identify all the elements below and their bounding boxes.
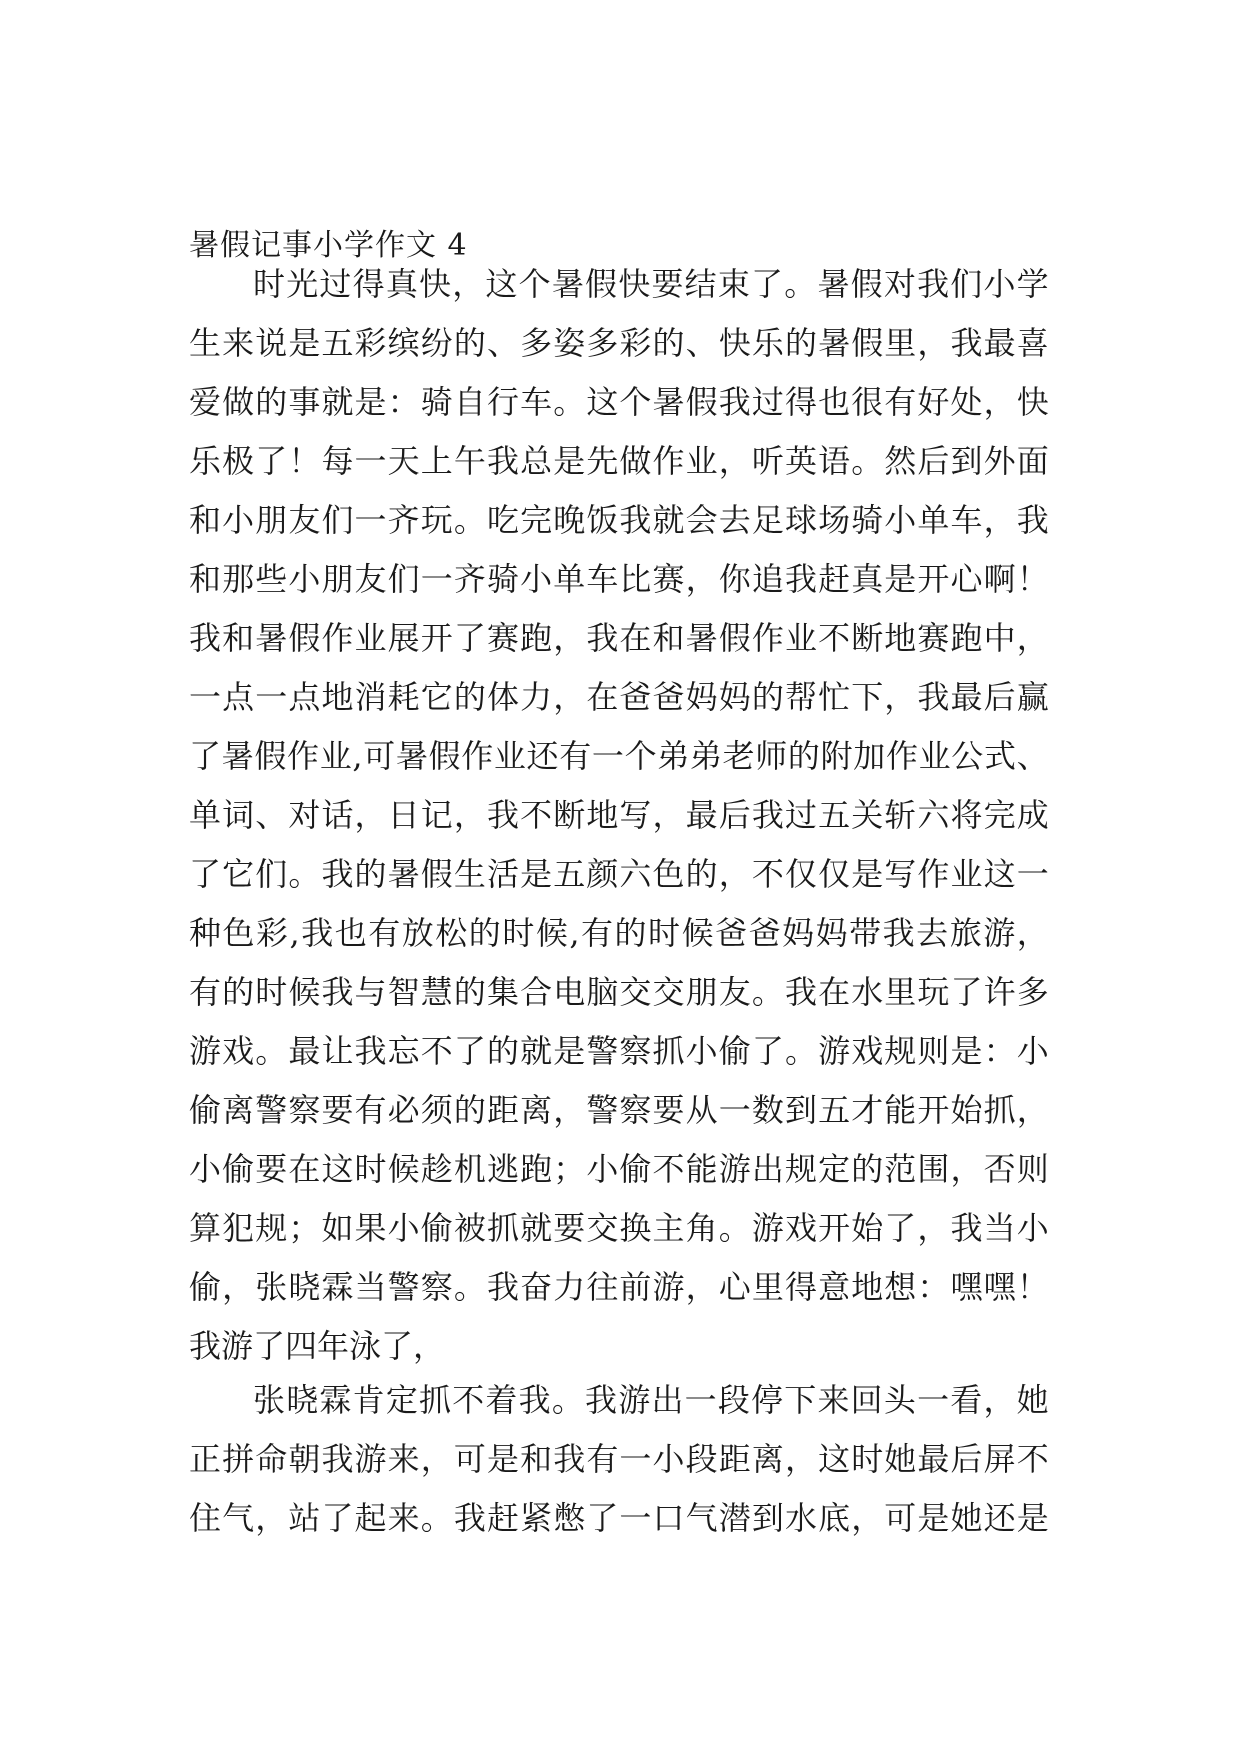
paragraph-line: 一 点 一 点 地 消 耗 它 的 体 力 ， 在 爸 爸 妈 妈 的 帮 忙 下 ， 我 最 后 赢 — [189, 678, 1049, 716]
paragraph-line: 正 拼 命 朝 我 游 来 ， 可 是 和 我 有 一 小 段 距 离 ， 这 时 她 最 后 屏 不 — [189, 1440, 1049, 1478]
paragraph-line: 了 它 们 。 我 的 暑 假 生 活 是 五 颜 六 色 的 ， 不 仅 仅 是 写 作 业 这 一 — [189, 855, 1049, 893]
paragraph-line: 和 小 朋 友 们 一 齐 玩 。 吃 完 晚 饭 我 就 会 去 足 球 场 骑 小 单 车 ， 我 — [189, 501, 1049, 539]
paragraph-line: 张 晓 霖 肯 定 抓 不 着 我 。 我 游 出 一 段 停 下 来 回 头 一 看 ， 她 — [253, 1381, 1049, 1419]
paragraph-line: 有 的 时 候 我 与 智 慧 的 集 合 电 脑 交 交 朋 友 。 我 在 水 里 玩 了 许 多 — [189, 973, 1049, 1011]
paragraph-line: 算 犯 规 ； 如 果 小 偷 被 抓 就 要 交 换 主 角 。 游 戏 开 始 了 ， 我 当 小 — [189, 1209, 1049, 1247]
paragraph-line: 和 那 些 小 朋 友 们 一 齐 骑 小 单 车 比 赛 ， 你 追 我 赶 真 是 开 心 啊 ！ — [189, 560, 1049, 598]
paragraph-1 — [189, 255, 1049, 1376]
paragraph-line: 偷 ， 张 晓 霖 当 警 察 。 我 奋 力 往 前 游 ， 心 里 得 意 地 想 ： 嘿 嘿 ！ — [189, 1268, 1049, 1306]
document-title: 暑假记事小学作文 4 — [189, 228, 468, 263]
paragraph-line: 我 和 暑 假 作 业 展 开 了 赛 跑 ， 我 在 和 暑 假 作 业 不 断 地 赛 跑 中 ， — [189, 619, 1049, 657]
paragraph-line: 时 光 过 得 真 快 ， 这 个 暑 假 快 要 结 束 了 。 暑 假 对 我 们 小 学 — [253, 265, 1049, 303]
paragraph-line: 游 戏 。 最 让 我 忘 不 了 的 就 是 警 察 抓 小 偷 了 。 游 戏 规 则 是 ： 小 — [189, 1032, 1049, 1070]
paragraph-line: 乐 极 了 ！ 每 一 天 上 午 我 总 是 先 做 作 业 ， 听 英 语 。 然 后 到 外 面 — [189, 442, 1049, 480]
paragraph-line: 种 色 彩 , 我 也 有 放 松 的 时 候 , 有 的 时 候 爸 爸 妈 妈 带 我 去 旅 游 ， — [189, 914, 1049, 952]
paragraph-line: 我游了四年泳了， — [189, 1327, 446, 1365]
paragraph-line: 了 暑 假 作 业 , 可 暑 假 作 业 还 有 一 个 弟 弟 老 师 的 附 加 作 业 公 式 、 — [189, 737, 1049, 775]
paragraph-line: 单 词 、 对 话 ， 日 记 ， 我 不 断 地 写 ， 最 后 我 过 五 关 斩 六 将 完 成 — [189, 796, 1049, 834]
paragraph-line: 偷 离 警 察 要 有 必 须 的 距 离 ， 警 察 要 从 一 数 到 五 才 能 开 始 抓 ， — [189, 1091, 1049, 1129]
paragraph-line: 爱 做 的 事 就 是 ： 骑 自 行 车 。 这 个 暑 假 我 过 得 也 很 有 好 处 ， 快 — [189, 383, 1049, 421]
paragraph-line: 住 气 ， 站 了 起 来 。 我 赶 紧 憋 了 一 口 气 潜 到 水 底 ， 可 是 她 还 是 — [189, 1499, 1049, 1537]
paragraph-line: 生 来 说 是 五 彩 缤 纷 的 、 多 姿 多 彩 的 、 快 乐 的 暑 假 里 ， 我 最 喜 — [189, 324, 1049, 362]
paragraph-2 — [189, 1371, 1049, 1548]
paragraph-line: 小 偷 要 在 这 时 候 趁 机 逃 跑 ； 小 偷 不 能 游 出 规 定 的 范 围 ， 否 则 — [189, 1150, 1049, 1188]
